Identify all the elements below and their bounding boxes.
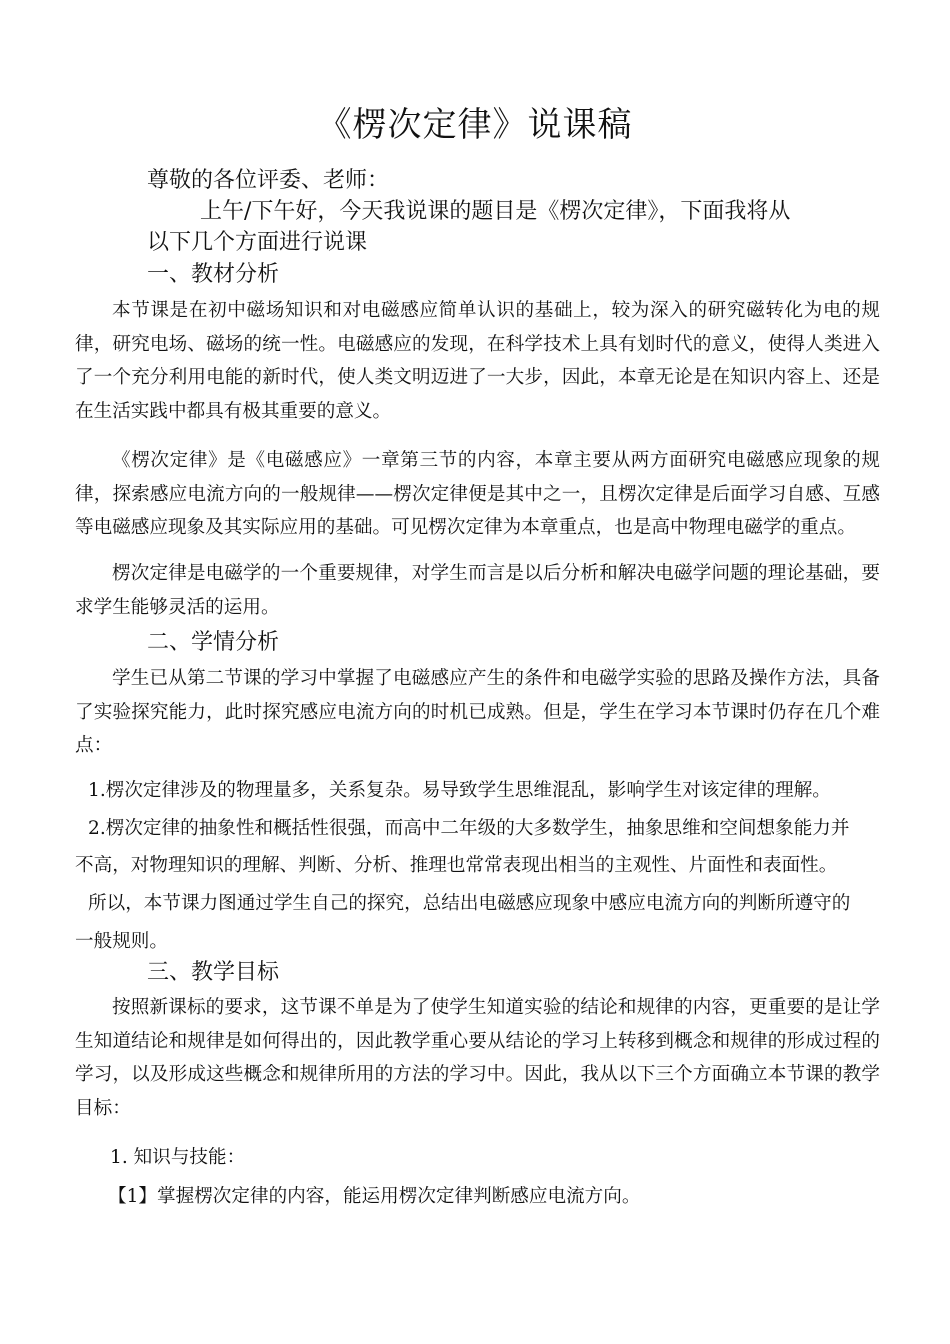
paragraph-materials-3: 楞次定律是电磁学的一个重要规律，对学生而言是以后分析和解决电磁学问题的理论基础，要求学生能够灵活的运用。 xyxy=(75,563,880,618)
document-title: 《楞次定律》说课稿 xyxy=(317,105,633,145)
paragraph-materials-1: 本节课是在初中磁场知识和对电磁感应简单认识的基础上，较为深入的研究磁转化为电的规律，研究电场、磁场的统一性。电磁感应的发现，在科学技术上具有划时代的意义，使得人类进入了一个充分利用电能的新时代，使人类文明迈进了一大步，因此，本章无论是在知识内容上、还是在生活实践中都具有极其重要的意义。 xyxy=(75,300,880,422)
conclusion-line-2: 一般规则。 xyxy=(75,931,168,952)
paragraph-students-1: 学生已从第二节课的学习中掌握了电磁感应产生的条件和电磁学实验的思路及操作方法，具备了实验探究能力，此时探究感应电流方向的时机已成熟。但是，学生在学习本节课时仍存在几个难点： xyxy=(75,668,880,756)
intro-line-1: 上午/下午好，今天我说课的题目是《楞次定律》，下面我将从 xyxy=(200,199,791,224)
section-heading-objectives: 三、教学目标 xyxy=(147,960,280,985)
difficulty-item-1: 1.楞次定律涉及的物理量多，关系复杂。易导致学生思维混乱，影响学生对该定律的理解。 xyxy=(88,780,831,801)
paragraph-objectives-1: 按照新课标的要求，这节课不单是为了使学生知道实验的结论和规律的内容，更重要的是让学生知道结论和规律是如何得出的，因此教学重心要从结论的学习上转移到概念和规律的形成过程的学习，以及形成这些概念和规律所用的方法的学习中。因此，我从以下三个方面确立本节课的教学目标： xyxy=(75,997,880,1119)
section-heading-materials: 一、教材分析 xyxy=(147,262,280,287)
conclusion-line-1: 所以，本节课力图通过学生自己的探究，总结出电磁感应现象中感应电流方向的判断所遵守的 xyxy=(88,893,851,914)
objective-knowledge-item-1: 【1】掌握楞次定律的内容，能运用楞次定律判断感应电流方向。 xyxy=(108,1186,641,1207)
intro-line-2: 以下几个方面进行说课 xyxy=(147,230,368,255)
paragraph-materials-2: 《楞次定律》是《电磁感应》一章第三节的内容，本章主要从两方面研究电磁感应现象的规律，探索感应电流方向的一般规律——楞次定律便是其中之一，且楞次定律是后面学习自感、互感等电磁感应现象及其实际应用的基础。可见楞次定律为本章重点，也是高中物理电磁学的重点。 xyxy=(75,450,880,538)
difficulty-item-2-line-2: 不高，对物理知识的理解、判断、分析、推理也常常表现出相当的主观性、片面性和表面性。 xyxy=(75,855,838,876)
greeting: 尊敬的各位评委、老师： xyxy=(147,168,390,193)
section-heading-students: 二、学情分析 xyxy=(147,630,280,655)
objective-subheading-knowledge: 1. 知识与技能： xyxy=(110,1147,246,1168)
difficulty-item-2-line-1: 2.楞次定律的抽象性和概括性很强，而高中二年级的大多数学生，抽象思维和空间想象能力并 xyxy=(88,818,850,839)
